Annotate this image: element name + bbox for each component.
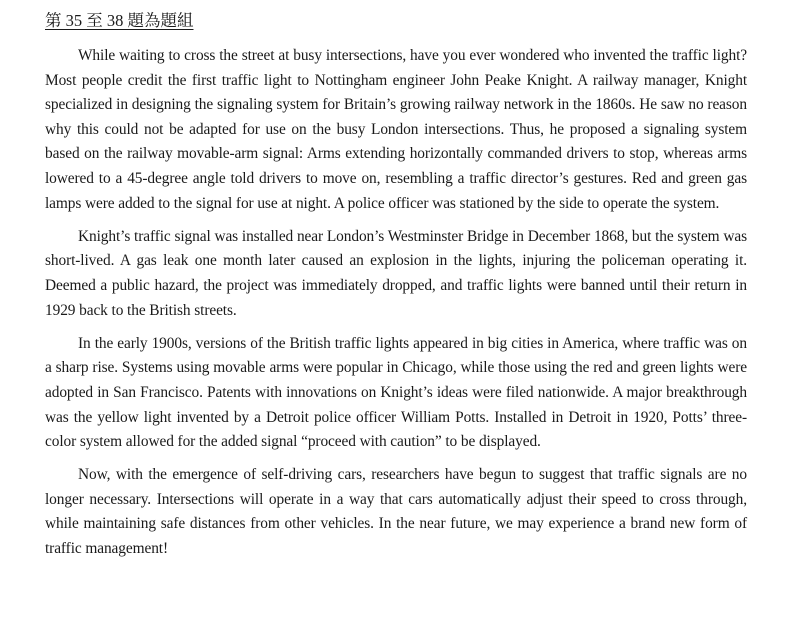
paragraph-2: Knight’s traffic signal was installed near London’s Westminster Bridge in December 1868, but the system was short-lived. A gas leak one month later caused an explosion in the lights, injuring the policeman operating it. Deemed a public hazard, the project was immediately dropped, and traffic lights were banned until their return in 1929 back to the British streets. [45,227,747,319]
paragraph-4: Now, with the emergence of self-driving cars, researchers have begun to suggest that traffic signals are no longer necessary. Intersections will operate in a way that cars automatically adjust their speed to cross through, while maintaining safe distances from other vehicles. In the near future, we may experience a brand new form of traffic management! [45,466,747,558]
paragraph-3: In the early 1900s, versions of the British traffic lights appeared in big cities in America, where traffic was on a sharp rise. Systems using movable arms were popular in Chicago, while those using the red and green lights were adopted in San Francisco. Patents with innovations on Knight’s ideas were filed nationwide. A major breakthrough was the yellow light invented by a Detroit police officer William Potts. Installed in Detroit in 1920, Potts’ three-color system allowed for the added signal “proceed with caution” to be displayed. [45,334,747,451]
question-group-heading: 第 35 至 38 題為題組 [45,11,194,30]
paragraph-1: While waiting to cross the street at busy intersections, have you ever wondered who invented the traffic light? Most people credit the first traffic light to Nottingham engineer John Peake Knight. A railway manager, Knight specialized in designing the signaling system for Britain’s growing railway network in the 1860s. He saw no reason why this could not be adapted for use on the busy London intersections. Thus, he proposed a signaling system based on the railway movable-arm signal: Arms extending horizontally commanded drivers to stop, whereas arms lowered to a 45-degree angle told drivers to move on, resembling a traffic director’s gestures. Red and green gas lamps were added to the signal for use at night. A police officer was stationed by the side to operate the system. [45,47,747,212]
reading-passage [45,44,747,562]
